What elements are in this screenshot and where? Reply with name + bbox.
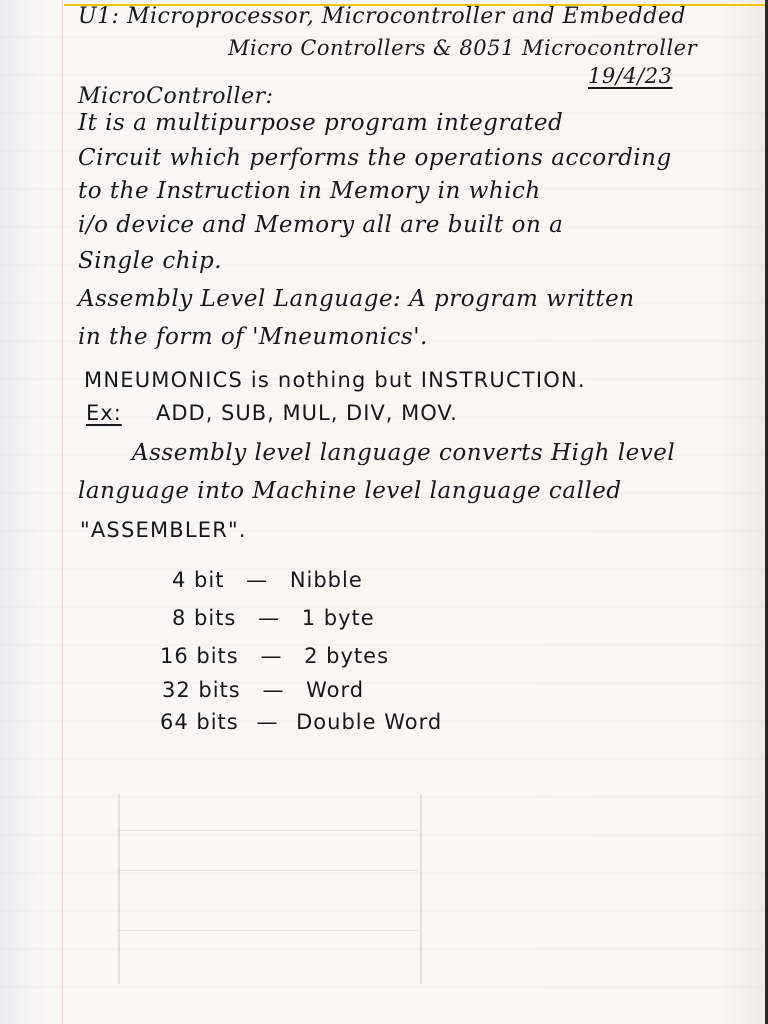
unit-dash: — [258,606,281,630]
definition-line: to the Instruction in Memory in which [78,178,541,204]
assembly-definition-line: in the form of 'Mneumonics'. [78,324,428,350]
definition-heading: MicroController: [78,84,274,109]
margin-line [62,0,63,1024]
assembly-definition-line: Assembly Level Language: A program written [78,286,635,312]
bleed-through-rule [118,830,418,831]
unit-subtitle: Micro Controllers & 8051 Microcontroller [228,36,698,60]
unit-row [160,710,442,734]
unit-size: 32 bits [162,678,241,702]
unit-name: Nibble [289,568,363,592]
unit-size: 4 bit [172,568,225,592]
bleed-through-rule [118,870,418,871]
unit-dash: — [262,678,285,702]
note-date: 19/4/23 [588,64,673,88]
unit-name: Word [306,678,365,702]
unit-size: 64 bits [160,710,239,734]
unit-title: U1: Microprocessor, Microcontroller and Embedded [78,4,686,29]
example-label: Ex: [86,401,122,425]
unit-row [172,568,363,592]
unit-row [160,644,389,668]
assembler-line: "ASSEMBLER". [80,518,247,542]
definition-line: Single chip. [78,248,223,274]
unit-row [162,678,364,702]
unit-size: 8 bits [172,606,237,630]
mneumonics-line: MNEUMONICS is nothing but INSTRUCTION. [84,368,586,392]
example-instructions: ADD, SUB, MUL, DIV, MOV. [156,401,458,425]
bleed-through-rule [118,930,418,931]
assembler-line: Assembly level language converts High level [132,440,676,466]
unit-name: Double Word [296,710,443,734]
definition-line: It is a multipurpose program integrated [78,110,564,136]
bleed-through-table [118,794,422,984]
unit-dash: — [260,644,283,668]
unit-name: 2 bytes [304,644,390,668]
unit-size: 16 bits [160,644,239,668]
unit-dash: — [256,710,279,734]
definition-line: i/o device and Memory all are built on a [78,212,564,238]
unit-row [172,606,375,630]
unit-dash: — [246,568,269,592]
assembler-line: language into Machine level language called [78,478,622,504]
unit-name: 1 byte [301,606,375,630]
definition-line: Circuit which performs the operations according [78,145,672,171]
